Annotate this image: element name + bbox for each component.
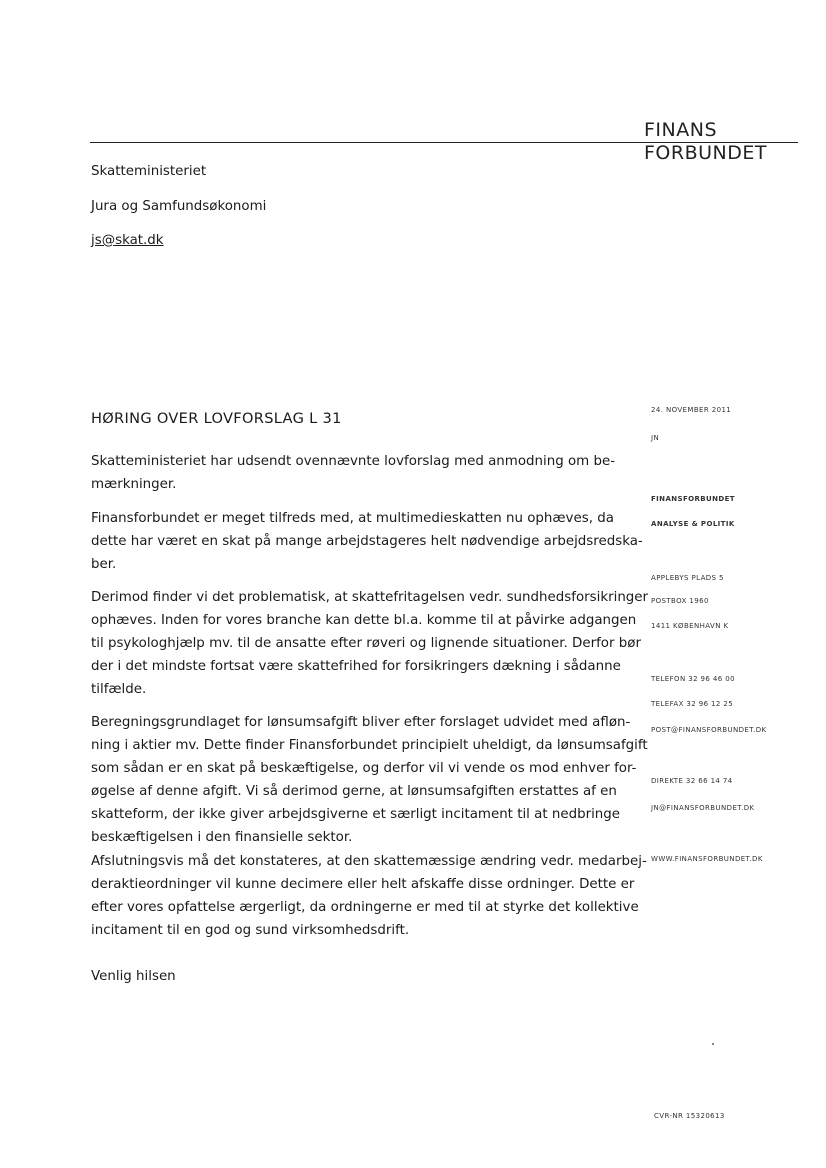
sidebar-date: 24. NOVEMBER 2011 <box>651 406 732 414</box>
sidebar-organization: FINANSFORBUNDET <box>651 495 735 503</box>
text-line: Skatteministeriet har udsendt ovennævnte lovforslag med anmodning om be- <box>91 454 616 469</box>
sidebar-initials: JN <box>651 434 660 442</box>
text-line: ning i aktier mv. Dette finder Finansforbundet principielt uheldigt, da lønsumsafgift <box>91 738 648 753</box>
text-line: Finansforbundet er meget tilfreds med, at multimedieskatten nu ophæves, da <box>91 511 614 526</box>
recipient-department: Jura og Samfundsøkonomi <box>91 199 267 214</box>
sidebar-email: POST@FINANSFORBUNDET.DK <box>651 726 767 734</box>
text-line: Derimod finder vi det problematisk, at skattefritagelsen vedr. sundhedsforsikringer <box>91 590 649 605</box>
text-line: skatteform, der ikke giver arbejdsgiverne et særligt incitament til at nedbringe <box>91 807 621 822</box>
text-line: Beregningsgrundlaget for lønsumsafgift bliver efter forslaget udvidet med afløn- <box>91 715 631 730</box>
text-line: ber. <box>91 557 117 572</box>
sidebar-address-postbox: POSTBOX 1960 <box>651 597 709 605</box>
text-line: incitament til en god og sund virksomhedsdrift. <box>91 923 410 938</box>
finansforbundet-logo <box>644 120 804 163</box>
sidebar-direct-email: JN@FINANSFORBUNDET.DK <box>651 804 755 812</box>
text-line: tilfælde. <box>91 682 147 697</box>
paragraph-4 <box>91 711 648 849</box>
sidebar-fax: TELEFAX 32 96 12 25 <box>651 700 734 708</box>
scan-speck <box>712 1043 714 1045</box>
text-line: mærkninger. <box>91 477 177 492</box>
letter-subject: HØRING OVER LOVFORSLAG L 31 <box>91 410 342 427</box>
paragraph-2 <box>91 507 643 576</box>
closing-greeting: Venlig hilsen <box>91 969 176 984</box>
sidebar-website: WWW.FINANSFORBUNDET.DK <box>651 855 763 863</box>
sidebar-address-street: APPLEBYS PLADS 5 <box>651 574 724 582</box>
text-line: ophæves. Inden for vores branche kan dette bl.a. komme til at påvirke adgangen <box>91 613 637 628</box>
recipient-email-link[interactable]: js@skat.dk <box>91 233 164 248</box>
sidebar-department: ANALYSE & POLITIK <box>651 520 735 528</box>
paragraph-1 <box>91 450 621 496</box>
sidebar-address-city: 1411 KØBENHAVN K <box>651 622 729 630</box>
text-line: til psykologhjælp mv. til de ansatte efter røveri og lignende situationer. Derfor bør <box>91 636 641 651</box>
text-line: der i det mindste fortsat være skattefrihed for forsikringers dækning i sådanne <box>91 659 621 674</box>
text-line: dette har været en skat på mange arbejdstageres helt nødvendige arbejdsredska- <box>91 534 643 549</box>
paragraph-3 <box>91 586 649 701</box>
logo-line-2: FORBUNDET <box>644 142 767 164</box>
text-line: efter vores opfattelse ærgerligt, da ordningerne er med til at styrke det kollektive <box>91 900 639 915</box>
recipient-name: Skatteministeriet <box>91 164 207 179</box>
paragraph-5 <box>91 850 647 942</box>
sidebar-direct-phone: DIREKTE 32 66 14 74 <box>651 777 733 785</box>
text-line: som sådan er en skat på beskæftigelse, og derfor vil vi vende os mod enhver for- <box>91 761 637 776</box>
logo-line-1: FINANS <box>644 119 718 141</box>
text-line: deraktieordninger vil kunne decimere eller helt afskaffe disse ordninger. Dette er <box>91 877 635 892</box>
text-line: Afslutningsvis må det konstateres, at den skattemæssige ændring vedr. medarbej- <box>91 854 647 869</box>
sidebar-phone: TELEFON 32 96 46 00 <box>651 675 735 683</box>
text-line: øgelse af denne afgift. Vi så derimod gerne, at lønsumsafgiften erstattes af en <box>91 784 617 799</box>
text-line: beskæftigelsen i den finansielle sektor. <box>91 830 353 845</box>
footer-cvr-number: CVR-NR 15320613 <box>654 1112 725 1120</box>
